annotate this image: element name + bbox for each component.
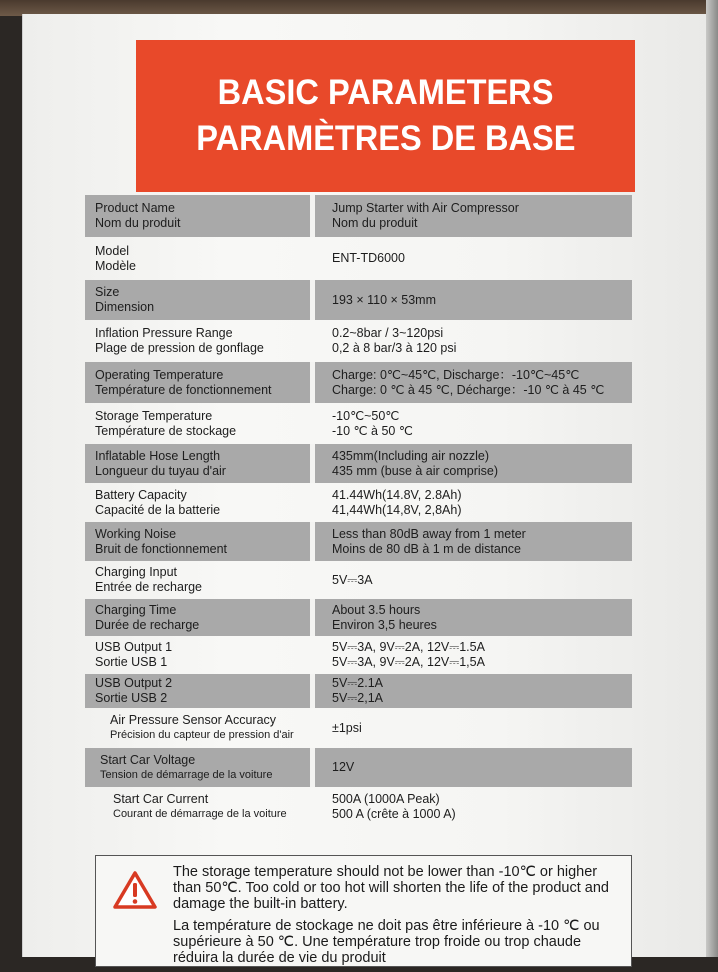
spec-value-fr: -10 ℃ à 50 ℃ — [332, 423, 413, 438]
spec-value-fr: 5V⎓3A, 9V⎓2A, 12V⎓1,5A — [332, 655, 485, 669]
spec-row-charging-input — [85, 561, 632, 599]
warning-text-french: La température de stockage ne doit pas être inférieure à -10 ℃ ou supérieure à 50 ℃. Une température trop froide ou trop chaude réduira la durée de vie du produit — [173, 918, 600, 966]
box-side-edge — [706, 0, 718, 957]
spec-row-battery-capacity — [85, 483, 632, 522]
spec-row-usb-output-1 — [85, 636, 632, 674]
spec-row-working-noise — [85, 522, 632, 561]
title-banner — [136, 40, 635, 192]
spec-label-fr: Entrée de recharge — [95, 580, 203, 594]
spec-value: 41.44Wh(14.8V, 2.8Ah) — [332, 487, 462, 502]
spec-row-hose-length — [85, 444, 632, 483]
spec-table — [85, 195, 632, 827]
spec-value-fr: Nom du produit — [332, 216, 418, 230]
spec-value: 435mm(Including air nozzle) — [332, 448, 490, 463]
spec-label-en: Operating Temperature — [95, 367, 224, 382]
spec-row-operating-temp — [85, 362, 632, 403]
spec-label-en: USB Output 1 — [95, 640, 173, 654]
spec-row-sensor-accuracy — [85, 708, 632, 748]
warning-triangle-icon — [113, 870, 157, 915]
spec-label-fr: Dimension — [95, 300, 155, 314]
spec-row-usb-output-2 — [85, 674, 632, 708]
spec-value: Jump Starter with Air Compressor — [332, 201, 519, 215]
spec-label-en: Charging Input — [95, 565, 178, 579]
spec-value: Charge: 0℃~45℃, Discharge：-10℃~45℃ — [332, 367, 580, 382]
spec-value: 5V⎓2.1A — [332, 676, 383, 690]
spec-value-fr: 500 A (crête à 1000 A) — [332, 807, 456, 821]
spec-label-fr: Sortie USB 1 — [95, 655, 168, 669]
spec-row-charging-time — [85, 599, 632, 636]
spec-row-product-name — [85, 195, 632, 237]
spec-label-en: Working Noise — [95, 526, 177, 541]
spec-label-en: Storage Temperature — [95, 408, 213, 423]
spec-row-size — [85, 280, 632, 320]
spec-value: ±1psi — [332, 720, 362, 735]
spec-label-en: Inflation Pressure Range — [95, 326, 233, 340]
spec-label-en: Start Car Current — [113, 792, 209, 806]
spec-label-fr: Nom du produit — [95, 216, 181, 230]
spec-row-model — [85, 237, 632, 280]
spec-row-start-car-voltage — [85, 748, 632, 787]
spec-value: 5V⎓3A, 9V⎓2A, 12V⎓1.5A — [332, 640, 485, 654]
spec-value: Less than 80dB away from 1 meter — [332, 526, 526, 541]
spec-label-fr: Tension de démarrage de la voiture — [100, 768, 273, 781]
spec-value: About 3.5 hours — [332, 602, 421, 617]
spec-value-fr: 435 mm (buse à air comprise) — [332, 463, 499, 478]
spec-label-en: Size — [95, 285, 120, 299]
spec-value-fr: Charge: 0 ℃ à 45 ℃, Décharge：-10 ℃ à 45 ℃ — [332, 382, 605, 397]
spec-label-en: Product Name — [95, 201, 175, 215]
spec-label-en: Inflatable Hose Length — [95, 448, 221, 463]
spec-label-fr: Sortie USB 2 — [95, 691, 168, 705]
spec-label-fr: Modèle — [95, 258, 136, 273]
spec-value: -10℃~50℃ — [332, 408, 400, 423]
spec-label-fr: Bruit de fonctionnement — [95, 541, 228, 556]
spec-label-en: Start Car Voltage — [100, 752, 196, 767]
spec-value: 500A (1000A Peak) — [332, 792, 440, 806]
spec-row-inflation-pressure — [85, 320, 632, 362]
warning-text — [173, 864, 623, 972]
spec-label-en: Air Pressure Sensor Accuracy — [110, 713, 277, 727]
spec-label-fr: Plage de pression de gonflage — [95, 341, 264, 355]
spec-row-storage-temp — [85, 403, 632, 444]
warning-box — [95, 855, 632, 967]
spec-value-fr: 0,2 à 8 bar/3 à 120 psi — [332, 341, 457, 355]
warning-text-english: The storage temperature should not be lower than -10℃ or higher than 50℃. Too cold or too hot will shorten the life of the product and damage the built-in battery. — [173, 864, 609, 912]
spec-value-fr: 5V⎓2,1A — [332, 691, 383, 705]
spec-label-fr: Courant de démarrage de la voiture — [113, 808, 287, 820]
spec-label-fr: Capacité de la batterie — [95, 502, 221, 517]
spec-value: 5V⎓3A — [332, 572, 373, 587]
spec-value-fr: 41,44Wh(14,8V, 2,8Ah) — [332, 502, 462, 517]
spec-value: 12V — [332, 760, 355, 774]
spec-label-en: Battery Capacity — [95, 487, 187, 502]
spec-value: 193 × 110 × 53mm — [332, 292, 437, 307]
spec-row-start-car-current — [85, 787, 632, 827]
spec-label-en: USB Output 2 — [95, 676, 173, 690]
spec-label-fr: Longueur du tuyau d'air — [95, 463, 226, 478]
spec-value: 0.2~8bar / 3~120psi — [332, 326, 444, 340]
title-english: BASIC PARAMETERS — [217, 73, 554, 112]
spec-label-fr: Température de fonctionnement — [95, 382, 272, 397]
spec-value-fr: Environ 3,5 heures — [332, 617, 437, 632]
spec-label-en: Charging Time — [95, 602, 177, 617]
spec-label-fr: Durée de recharge — [95, 617, 200, 632]
spec-label-fr: Précision du capteur de pression d'air — [110, 729, 294, 741]
spec-value: ENT-TD6000 — [332, 251, 405, 265]
spec-label-fr: Température de stockage — [95, 423, 237, 438]
title-french: PARAMÈTRES DE BASE — [195, 119, 576, 158]
spec-value-fr: Moins de 80 dB à 1 m de distance — [332, 541, 522, 556]
spec-label-en: Model — [95, 243, 130, 258]
